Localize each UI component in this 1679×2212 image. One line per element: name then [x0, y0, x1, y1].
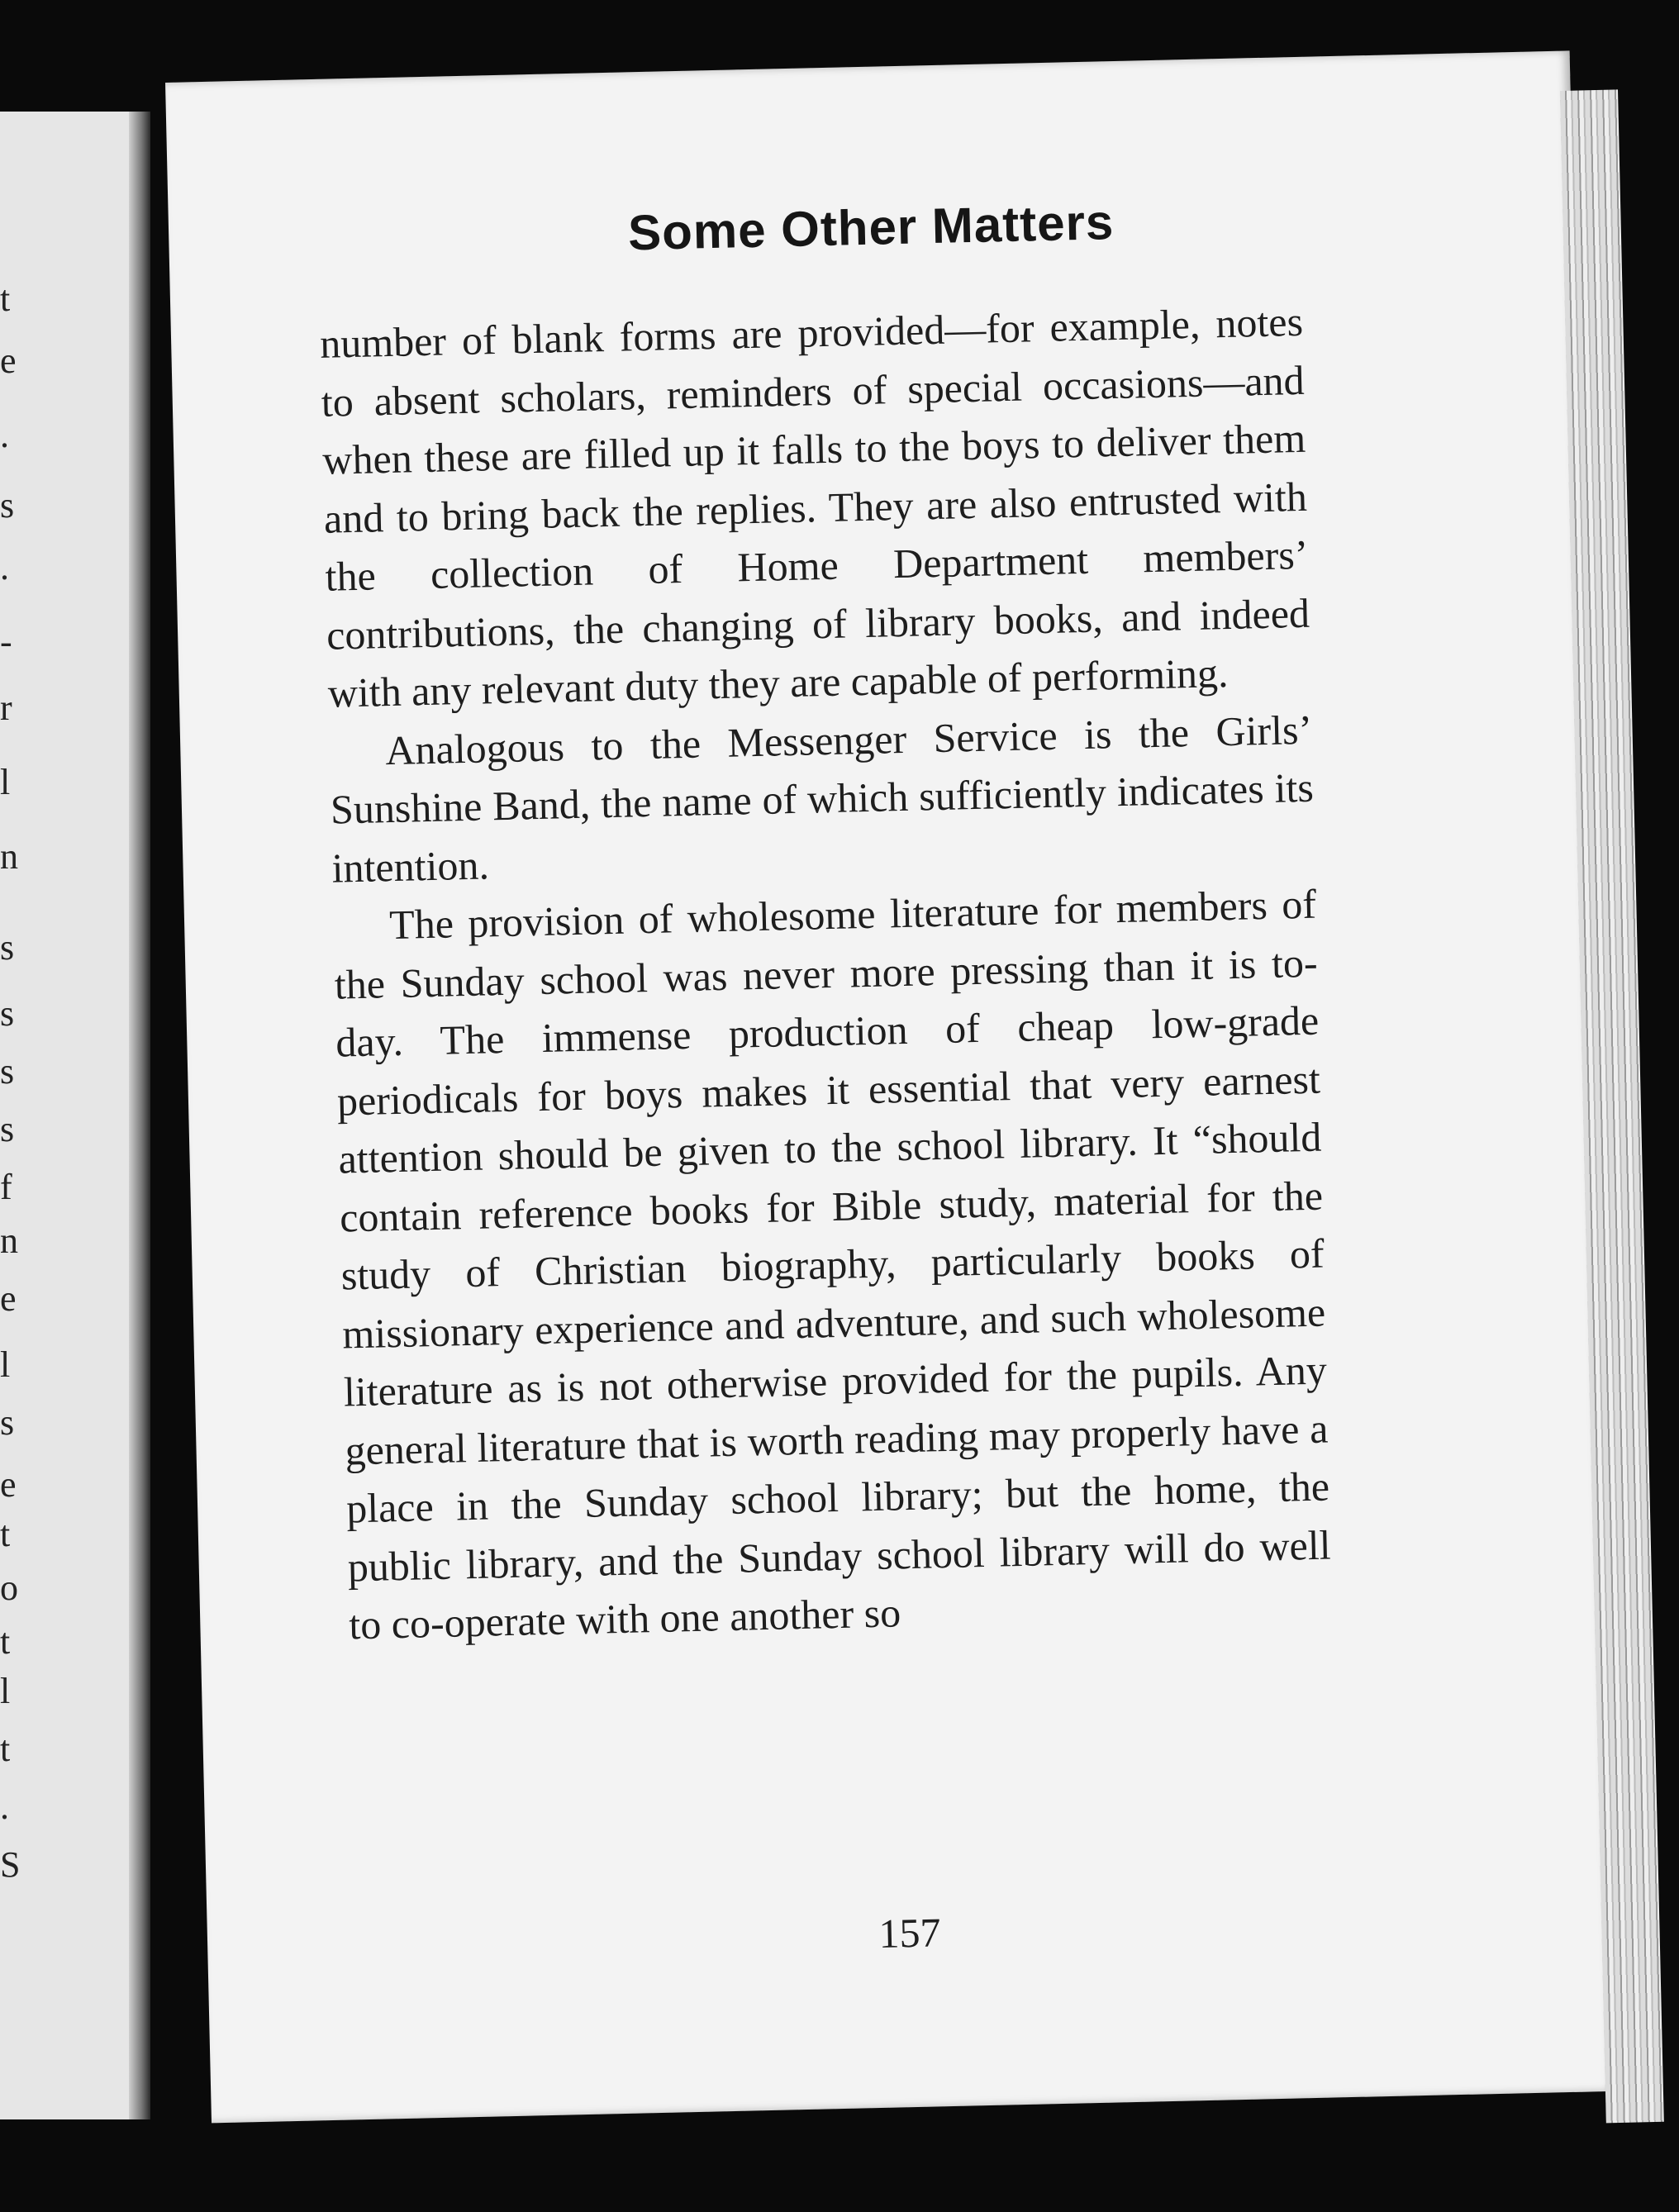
book-page [165, 50, 1616, 2123]
page-body [319, 293, 1332, 1654]
left-page-fragment: l [0, 762, 11, 802]
left-page-fragment: s [0, 1109, 15, 1149]
left-page-fragment: s [0, 993, 15, 1034]
left-page-fragment: . [0, 1786, 9, 1827]
facing-page-left [0, 112, 150, 2119]
running-head: Some Other Matters [627, 194, 1115, 261]
left-page-fragment: n [0, 1220, 18, 1261]
left-page-fragment: s [0, 1051, 15, 1092]
left-page-fragment: s [0, 1402, 15, 1443]
left-page-fragment: t [0, 1514, 11, 1554]
paragraph-2: Analogous to the Messenger Service is the Girls’ Sunshine Band, the name of which sufficiently indicates its intention. [330, 706, 1315, 892]
left-page-fragment: e [0, 340, 17, 381]
left-page-fragment: s [0, 927, 15, 968]
left-page-fragment: . [0, 547, 9, 587]
left-page-fragment: r [0, 687, 12, 728]
left-page-fragment: t [0, 1621, 11, 1662]
book-gutter [129, 112, 150, 2119]
page-number: 157 [878, 1909, 942, 1957]
paragraph-1: number of blank forms are provided—for example, notes to absent scholars, reminders of special occasions—and when these are filled up it falls to the boys to deliver them and to bring back the replies. They are also entrusted with the collection of Home Department members’ contributions, the changing of library books, and indeed with any relevant duty they are capable of performing. [319, 297, 1310, 716]
left-page-fragment: - [0, 621, 12, 662]
paragraph-3: The provision of wholesome literature for members of the Sunday school was never more pressing than it is to-day. The immense production of cheap low-grade periodicals for boys makes it essential that very earnest attention should be given to the school library. It “should contain reference books for Bible study, material for the study of Christian biography, particularly books of missionary experience and adventure, and such wholesome literature as is not otherwise provided for the pupils. Any general literature that is worth reading may properly have a place in the Sunday school library; but the home, the public library, and the Sunday school library will do well to co-operate with one another so [334, 880, 1332, 1648]
left-page-fragment: . [0, 415, 9, 455]
left-page-fragment: S [0, 1844, 21, 1885]
left-page-fragment: s [0, 485, 15, 526]
left-page-fragment: l [0, 1671, 11, 1711]
left-page-fragment: n [0, 836, 18, 877]
left-page-fragment: f [0, 1167, 12, 1207]
left-page-fragment: e [0, 1464, 17, 1505]
left-page-fragment: t [0, 1729, 11, 1769]
left-page-fragment: l [0, 1344, 11, 1385]
left-page-fragment: e [0, 1278, 17, 1319]
left-page-fragment: o [0, 1567, 18, 1608]
left-page-fragment: t [0, 278, 11, 319]
